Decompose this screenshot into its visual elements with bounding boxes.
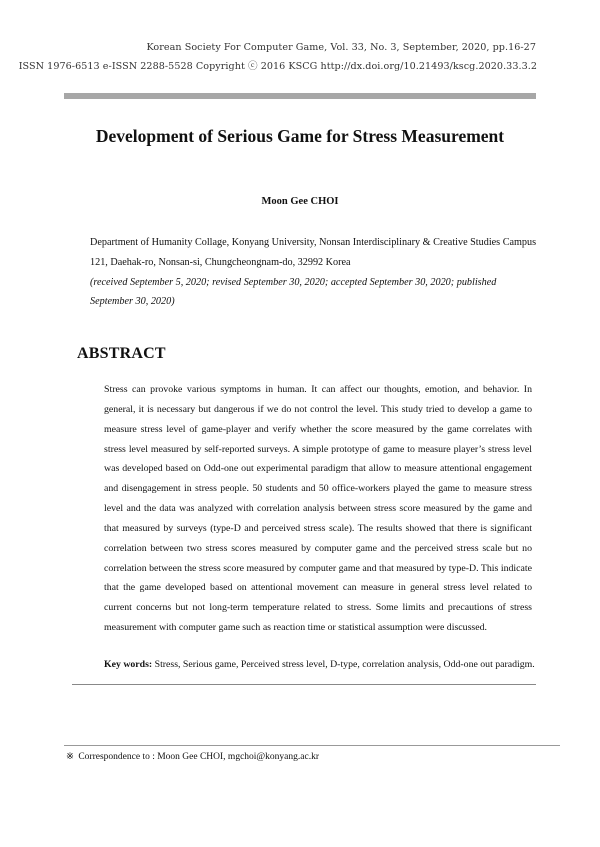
footnote-mark: ※ xyxy=(66,752,74,762)
journal-header-line1: Korean Society For Computer Game, Vol. 33, No. 3, September, 2020, pp.16-27 xyxy=(146,42,536,53)
keywords-text: Stress, Serious game, Perceived stress level, D-type, correlation analysis, Odd-one out paradigm. xyxy=(152,659,535,670)
author-name: Moon Gee CHOI xyxy=(261,196,339,207)
affiliation-line2: 121, Daehak-ro, Nonsan-si, Chungcheongnam-do, 32992 Korea xyxy=(90,256,351,268)
paper-title: Development of Serious Game for Stress Measurement xyxy=(95,126,505,146)
footnote-text: Correspondence to : Moon Gee CHOI, mgchoi@konyang.ac.kr xyxy=(78,752,319,762)
affiliation-block xyxy=(90,233,540,312)
publication-dates: (received September 5, 2020; revised September 30, 2020; accepted September 30, 2020; published September 30, 2020) xyxy=(90,276,497,308)
footnote-divider xyxy=(64,745,560,746)
header-bar xyxy=(64,93,536,99)
journal-header-line2: ISSN 1976-6513 e-ISSN 2288-5528 Copyright ⓒ 2016 KSCG http://dx.doi.org/10.21493/kscg.2020.33.3.2 xyxy=(18,61,537,72)
abstract-heading: ABSTRACT xyxy=(77,345,166,362)
keywords-label: Key words: xyxy=(104,659,153,670)
abstract-body: Stress can provoke various symptoms in human. It can affect our thoughts, emotion, and behavior. In general, it is necessary but dangerous if we do not control the level. This study tried to develop a game to measure stress level of game-player and verify whether the score measured by the game correlates with stress level measured by self-reported surveys. A simple prototype of game to measure player’s stress level was developed based on Odd-one out experimental paradigm that allow to measure attentional engagement and disengagement in stress people. 50 students and 50 office-workers played the game to measure stress level and the data was analyzed with correlation analysis between stress score measured by the game and that measured by surveys (type-D and perceived stress scale). The results showed that there is significant correlation between two stress scores measured by computer game and the perceived stress scale but no correlation between the stress score measured by computer game and that measured by type-D. This indicate that the game developed based on attentional movement can measure in general stress level related to current concerns but not long-term temperature related to stress. Some limits and precautions of stress measurement with computer game such as reaction time or statistical assumption were discussed. xyxy=(104,384,532,634)
affiliation-line1: Department of Humanity Collage, Konyang University, Nonsan Interdisciplinary & Creative Studies Campus xyxy=(90,237,537,248)
keywords-divider xyxy=(72,684,536,685)
correspondence-footnote xyxy=(66,751,319,762)
keywords-line xyxy=(104,659,544,670)
